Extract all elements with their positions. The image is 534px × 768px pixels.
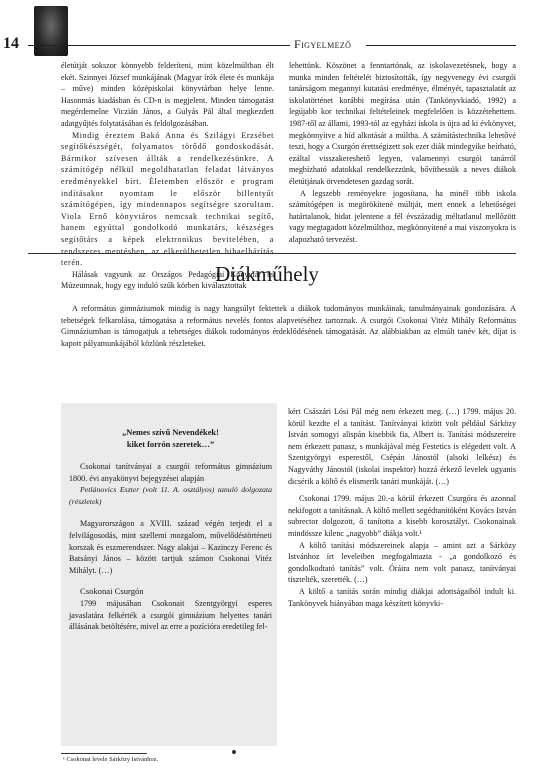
header-rule-right <box>366 45 516 46</box>
paragraph: Mindig éreztem Bakó Anna és Szilágyi Erzsébet segítőkészségét, folyamatos törődő gondoskodását. Bármikor szívesen állták a rendelkezésünkre. A számítógép nélkül megoldhatatlan feladat látványos eredményekkel bírt. Életemben először e program indításakor nyomtam le először billentyűt számítógépen, így mindennapos segítségre szorultam. Viola Ernő könyvtáros nemcsak technikai segítő, hanem egyúttal gondolkodó munkatárs, készséges segítőtárs a képek elektronikus bevitelében, a rendszeres mentésben, az elkerülhetetlen hibaelhárítás terén. <box>61 130 274 268</box>
paragraph: kért Császári Lósi Pál még nem érkezett meg. (…) 1799. május 20. körül kezdte el a tanítást. Tanítványai között volt például Sárközy István somogyi alispán kisebbik fia, Albert is. Tanítási módszereire nem érkezett panasz, s munkájával még Festetics is elégedett volt. A Szentgyörgyi esperestől, Csépán Jánostól (alsoki lelkész) és Nagyváthy Jánostól (iskolai inspektor) hozzá érkező levelek ugyanis dicsérik a költő és elismerik tanári munkáját. (…) <box>288 407 516 486</box>
top-right-column <box>289 60 516 246</box>
page-number: 14 <box>3 35 19 52</box>
footnote-rule <box>61 753 147 754</box>
paragraph: A költő tanítási módszereinek alapja – amint azt a Sárközy Istvánhoz írt leveleiben megfogalmazta - „a gondolkozó és gondolkodtató tanítás” volt. Óráira nem volt panasz, tanítványai tisztelték, szerették. (…) <box>288 540 516 585</box>
paragraph: életútját sokszor könnyebb felderíteni, mint közelmúltban élt ekét. Szinnyei József munkájának (Magyar írók élete és munkája – műve) minden középiskolai könyvtárban helye lenne. Hasonmás kiadásban és CD-n is megjelent. Minden támogatást megérdemelne Viczián János, a Gulyás Pál által megkezdett adatgyűjtés folytatásában és feldolgozásában. <box>61 61 274 128</box>
article-right-column <box>288 406 516 609</box>
poem-title-line-1: „Nemes szívű Nevendékek! <box>122 428 219 437</box>
paragraph: A költő a tanítás során mindig diákjai adottságaiból indult ki. Tankönyvek hiányában maga készített könyvki- <box>288 586 516 608</box>
article-author: Petlánovics Eszter (volt 11. A. osztályos) tanuló dolgozata (részletek) <box>69 485 272 506</box>
paragraph: Magyarországon a XVIII. század végén terjedt el a felvilágosodás, mint szellemi mozgalom, művelődéstörténeti korszak és eszmerendszer. Nagy alakjai – Kazinczy Ferenc és Batsányi János – között tartjuk számon Csokonai Vitéz Mihályt. (…) <box>69 519 272 575</box>
article-lead: Csokonai tanítványai a csurgói református gimnázium 1800. évi anyakönyvi bejegyzései alapján <box>69 462 272 483</box>
print-speck <box>232 750 236 754</box>
paragraph: A legszebb reményekre jogosítana, ha minél több iskola számítógépen is megörökítené múltját, mert ennek a lehetőségei határtalanok, hidat jelentene a fél évszázadig méltatlanul mellőzött vagy megtagadott közelmúlthoz, megkönnyítené a mai viszonyokra is alapozható tervezést. <box>289 188 516 244</box>
paragraph: lehettünk. Köszönet a fenntartónak, az iskolavezetésnek, hogy a munka minden feltételét biztosították, így negyvenegy évi csurgói tanárságom megannyi kutatási eredménye, élményét, tapasztalatát az iskolatörténet korábbi megírása után (Tankönyvkiadó, 1992) a legújabb kor technikai feltételeinek megfelelően is közzétehettem. 1987-től az állami, 1993-tól az egyházi iskola is újra ad ki évkönyvet, megkönnyítve a híd alkotását a múltba. A számítástechnika lehetővé teszi, hogy a Csurgón érettségizett sok ezer diák mindegyike beírható, ezáltal visszakereshető legyen, valamennyi csurgói tanárról megbízható adatokkal rendelkezzünk, bővíthessük a neves diákok életútjának örvendetesen gazdag sorát. <box>289 61 516 186</box>
header-emblem-image <box>34 6 68 56</box>
poem-title-line-2: kiket forrón szeretek…” <box>126 440 215 449</box>
running-header-title: Figyelmező <box>294 37 352 51</box>
section-intro: A református gimnáziumok mindig is nagy hangsúlyt fektettek a diákok tudományos munkáinak, tanulmányainak gondozására. A tehetségek felkarolása, támogatása a református nevelés fontos alapvetéséhez tartoznak. A csurgói Csokonai Vitéz Mihály Református Gimnáziumban is támogatjuk a tehetséges diákok tudományos érdeklődésének támogatását. Az alábbiakban az elmúlt tanév két, díjat is kapott pályamunkájából közlünk részleteket. <box>61 304 516 348</box>
article-subheading: Csokonai Csurgón <box>80 586 144 597</box>
paragraph: 1799 májusában Csokonait Szentgyörgyi esperes javaslatára felkérték a csurgói gimnázium helyettes tanári állásának betöltésére, mivel az erre a pozícióra eredetileg fel- <box>69 598 272 632</box>
section-divider <box>28 253 516 254</box>
poem-title <box>69 427 272 451</box>
footnote: ¹ Csokonai levele Sárközy Istvánhoz. <box>63 756 159 763</box>
paragraph: Hálásak vagyunk az Országos Pedagógiai Könyvtár és Múzeumnak, hogy egy induló szűk körben kiválasztottak <box>61 269 274 291</box>
top-left-column <box>61 60 274 292</box>
header-rule-left <box>28 45 290 46</box>
section-title: Diákműhely <box>215 262 319 286</box>
paragraph: Csokonai 1799. május 20.-a körül érkezett Csurgóra és azonnal nekifogott a tanításnak. A költő mellett segédtanítóként Kovács István subrector dolgozott, ő tanította a kisebb korosztályt. Csokonainak mindössze kilenc „nagyobb” diákja volt.¹ <box>288 494 516 538</box>
article-box-content <box>69 427 272 633</box>
